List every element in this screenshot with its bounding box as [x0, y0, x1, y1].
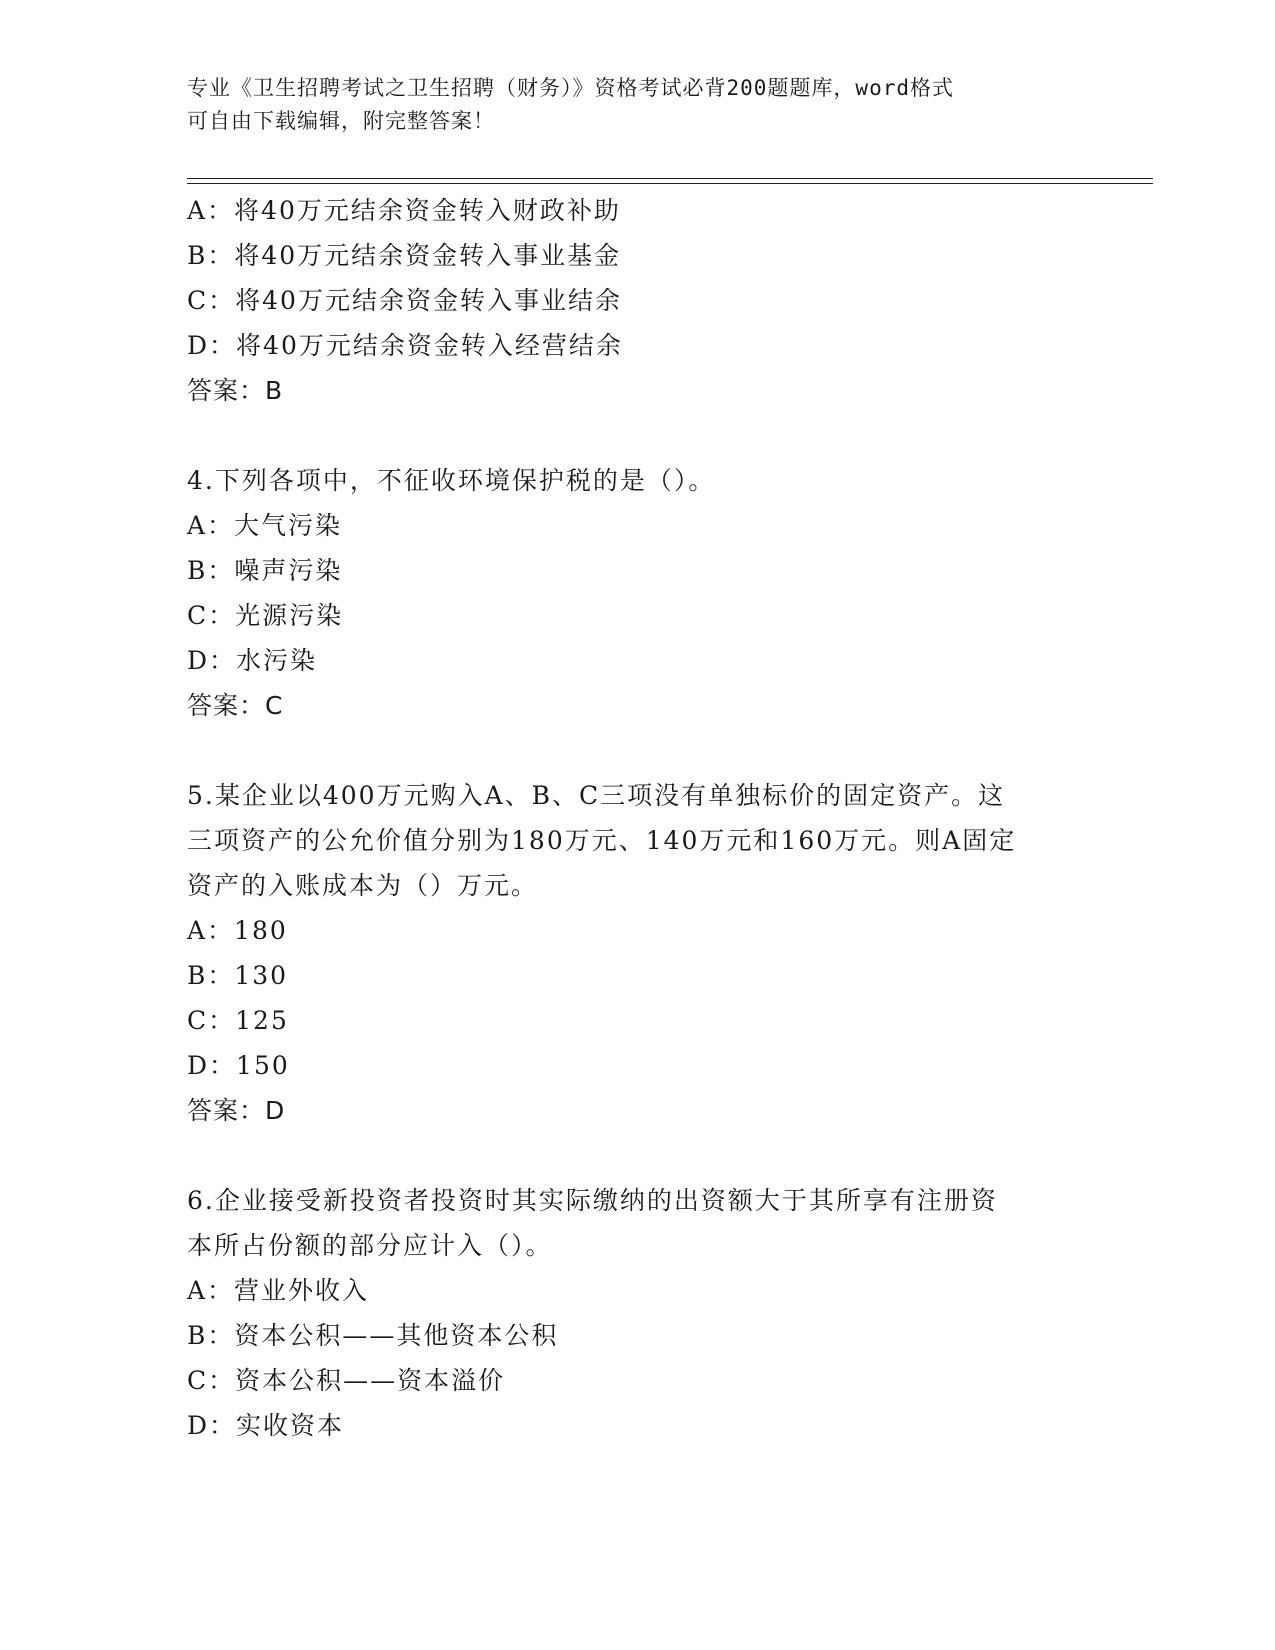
answer: 答案：C	[187, 691, 284, 720]
question-5	[187, 773, 1087, 1133]
option-b: B：资本公积——其他资本公积	[187, 1321, 559, 1350]
option-c: C：光源污染	[187, 601, 344, 630]
answer: 答案：B	[187, 376, 284, 405]
option-c: C：将40万元结余资金转入事业结余	[187, 286, 622, 315]
question-4	[187, 458, 1087, 728]
option-d: D：实收资本	[187, 1411, 345, 1440]
option-c: C：资本公积——资本溢价	[187, 1366, 506, 1395]
question-3	[187, 188, 1087, 413]
answer: 答案：D	[187, 1096, 286, 1125]
header-line-1: 专业《卫生招聘考试之卫生招聘（财务）》资格考试必背200题题库，word格式	[187, 76, 954, 100]
question-list	[187, 188, 1087, 1448]
document-header	[187, 72, 1087, 138]
option-b: B：将40万元结余资金转入事业基金	[187, 241, 622, 270]
option-a: A：180	[187, 916, 288, 945]
question-stem-line-1: 5.某企业以400万元购入A、B、C三项没有单独标价的固定资产。这	[187, 781, 1006, 810]
option-a: A：大气污染	[187, 511, 343, 540]
question-stem-line-2: 本所占份额的部分应计入（）。	[187, 1231, 553, 1260]
option-a: A：将40万元结余资金转入财政补助	[187, 196, 621, 225]
option-d: D：150	[187, 1051, 290, 1080]
option-b: B：噪声污染	[187, 556, 343, 585]
question-stem-line-1: 6.企业接受新投资者投资时其实际缴纳的出资额大于其所享有注册资	[187, 1186, 998, 1215]
option-d: D：将40万元结余资金转入经营结余	[187, 331, 623, 360]
question-6	[187, 1178, 1087, 1448]
question-stem-line-2: 三项资产的公允价值分别为180万元、140万元和160万元。则A固定	[187, 826, 1017, 855]
question-stem-line-3: 资产的入账成本为（）万元。	[187, 871, 539, 900]
option-c: C：125	[187, 1006, 289, 1035]
header-line-2: 可自由下载编辑，附完整答案！	[187, 109, 495, 133]
option-d: D：水污染	[187, 646, 318, 675]
option-a: A：营业外收入	[187, 1276, 370, 1305]
option-b: B：130	[187, 961, 289, 990]
header-rule-bottom	[187, 183, 1153, 184]
question-stem: 4.下列各项中，不征收环境保护税的是（）。	[187, 466, 716, 495]
header-rule-top	[187, 178, 1153, 179]
